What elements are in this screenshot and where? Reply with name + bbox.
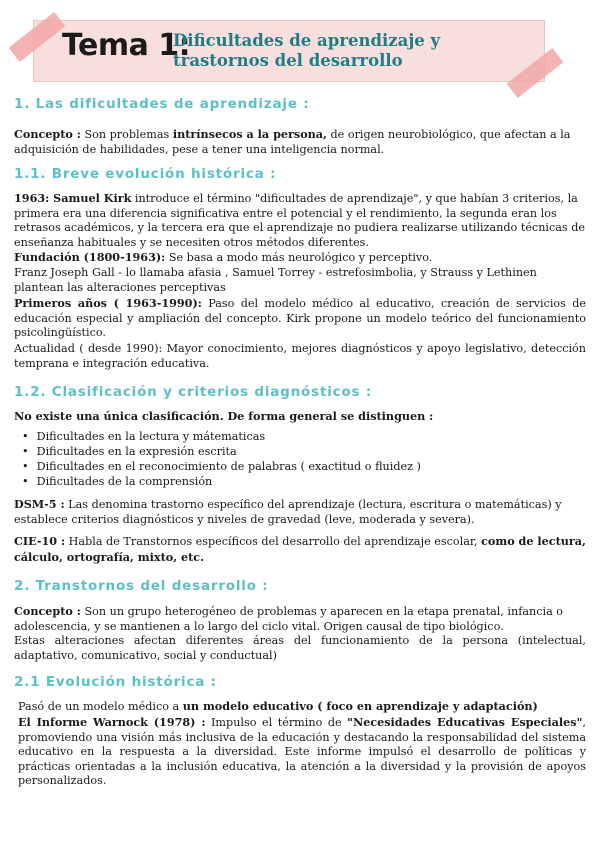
dsm5-paragraph <box>14 497 586 527</box>
section-2-alteraciones: Estas alteraciones afectan diferentes áreas del funcionamiento de la persona (intelectual, adaptativo, comunicativo, social y conductual) <box>14 634 586 662</box>
kirk-paragraph <box>14 191 586 250</box>
section-1-concepto <box>14 127 586 157</box>
text: de origen neurobiológico, que afectan a la adquisición de habilidades, pese a tener una inteligencia normal. <box>14 128 571 156</box>
concepto-label: Concepto : <box>14 127 81 141</box>
text: Paso del modelo médico al educativo, creación de servicios de educación especial y ampliación del concepto. Kirk propone un modelo teórico del funcionamiento psicolingüístico. <box>14 297 586 340</box>
section-1-1-heading: 1.1. Breve evolución histórica : <box>14 166 277 182</box>
text-bold: Primeros años ( 1963-1990): <box>14 296 202 310</box>
text: Se basa a modo más neurológico y perceptivo. <box>165 251 433 264</box>
text: Habla de Transtornos específicos del desarrollo del aprendizaje escolar, <box>65 535 482 548</box>
text-bold: Fundación (1800-1963): <box>14 250 166 264</box>
section-2-heading: 2. Transtornos del desarrollo : <box>14 578 269 594</box>
list-item: • Dificultades en la lectura y mátematicas <box>22 430 265 445</box>
text-bold: CIE-10 : <box>14 534 66 548</box>
modelo-educativo-paragraph <box>18 699 586 715</box>
text-bold: un modelo educativo ( foco en aprendizaje y adaptación) <box>182 699 538 713</box>
text: , promoviendo una visión más inclusiva de la educación y destacando la responsabilidad del sistema educativo en la respuesta a la diversidad. Este informe impulsó el desarrollo de políticas y prácticas orientadas a la inclusión educativa, la atención a la diversidad y la provisión de apoyos personalizados. <box>18 716 586 788</box>
page-title <box>173 31 440 71</box>
section-2-1-heading: 2.1 Evolución histórica : <box>14 674 217 690</box>
list-item: • Dificultades de la comprensión <box>22 475 212 490</box>
section-1-heading: 1. Las dificultades de aprendizaje : <box>14 96 310 112</box>
tema-label: Tema 1: <box>62 28 191 63</box>
section-1-2-heading: 1.2. Clasificación y criterios diagnósticos : <box>14 384 373 400</box>
text-bold: El Informe Warnock (1978) : <box>18 715 206 729</box>
text: Pasó de un modelo médico a <box>18 700 183 713</box>
section-2-concepto <box>14 604 586 634</box>
fundacion-paragraph <box>14 250 586 266</box>
warnock-paragraph <box>18 715 586 789</box>
text: introduce el término "dificultades de aprendizaje", y que habían 3 criterios, la primera era una diferencia significativa entre el potencial y el rendimiento, la segunda eran los retrasos académicos, y la tercera era que el aprendizaje no pudiera realizarse utilizando técnicas de enseñanza habituales y se necesiten otros métodos diferentes. <box>14 192 585 249</box>
list-item: • Dificultades en el reconocimiento de palabras ( exactitud o fluidez ) <box>22 460 421 475</box>
list-item: • Dificultades en la expresión escrita <box>22 445 237 460</box>
page-title-line2: trastornos del desarrollo <box>173 51 403 70</box>
cie10-paragraph <box>14 534 586 565</box>
text-bold: como de lectura, cálculo, ortografía, mixto, etc. <box>14 534 586 564</box>
page-title-line1: Dificultades de aprendizaje y <box>173 31 441 50</box>
gall-paragraph: Franz Joseph Gall - lo llamaba afasia , Samuel Torrey - estrefosimbolia, y Strauss y Lethinen plantean las alteraciones perceptivas <box>14 266 537 294</box>
text-bold: intrínsecos a la persona, <box>172 127 327 141</box>
actualidad-paragraph: Actualidad ( desde 1990): Mayor conocimiento, mejores diagnósticos y apoyo legislativo, detección temprana e integración educativa. <box>14 342 586 370</box>
text-bold: DSM-5 : <box>14 497 65 511</box>
text-bold: "Necesidades Educativas Especiales" <box>347 715 583 729</box>
clasificacion-intro: No existe una única clasificación. De forma general se distinguen : <box>14 409 434 423</box>
text-bold: 1963: Samuel Kirk <box>14 191 132 205</box>
text: Impulso el término de <box>205 716 348 729</box>
primeros-anos-paragraph <box>14 296 586 341</box>
text: Son un grupo heterogéneo de problemas y aparecen en la etapa prenatal, infancia o adolescencia, y se mantienen a lo largo del ciclo vital. Origen causal de tipo biológico. <box>14 605 564 633</box>
text: Son problemas <box>80 128 173 141</box>
concepto-label: Concepto : <box>14 604 81 618</box>
text: Las denomina trastorno específico del aprendizaje (lectura, escritura o matemáticas) y establece criterios diagnósticos y niveles de gravedad (leve, moderada y severa). <box>14 498 562 526</box>
